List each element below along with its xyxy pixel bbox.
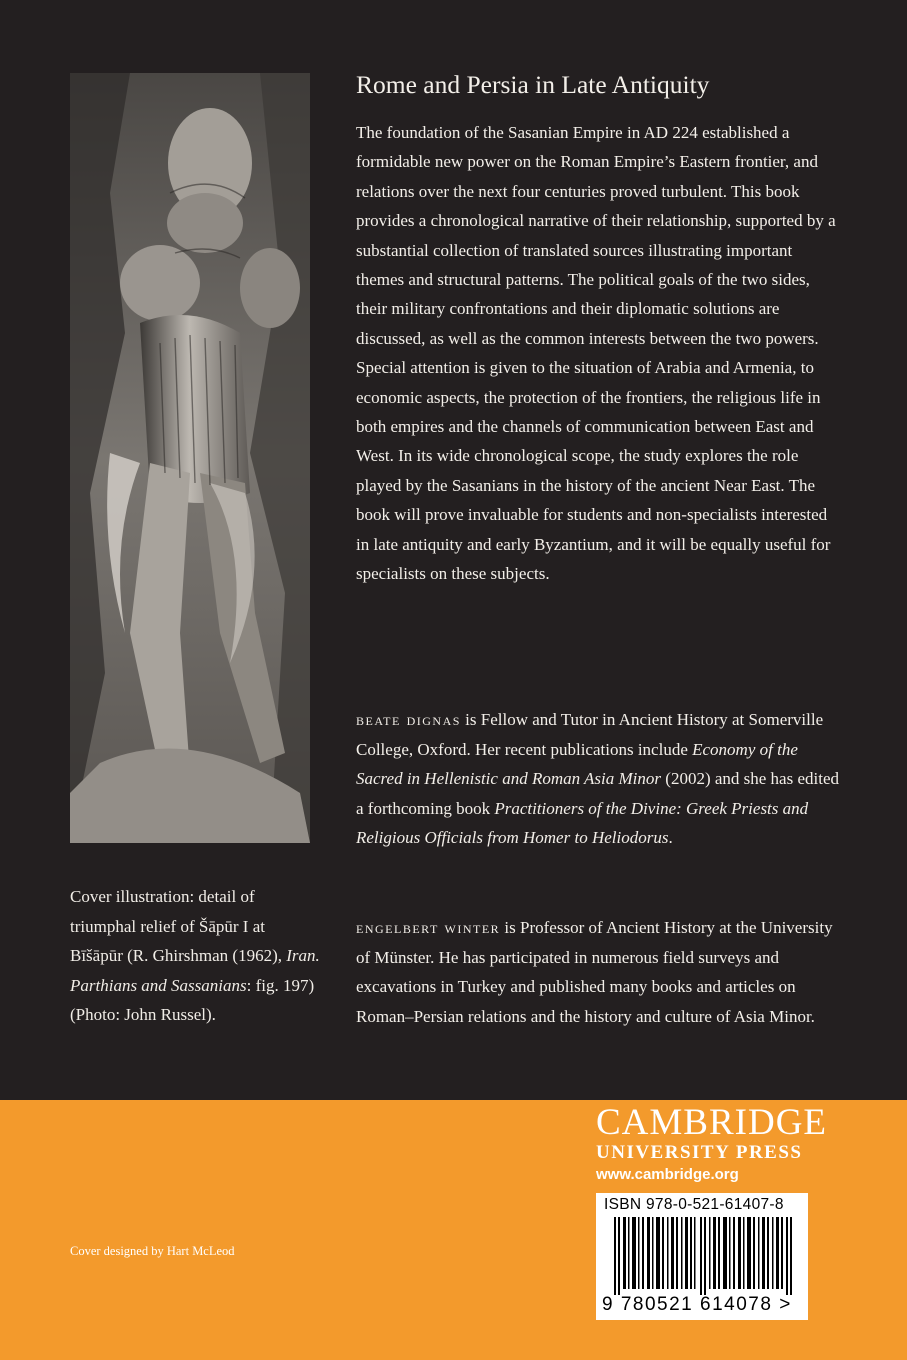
ean-number: 9 780521 614078 > bbox=[602, 1294, 792, 1315]
cover-designer-credit: Cover designed by Hart McLeod bbox=[70, 1244, 235, 1258]
isbn-barcode bbox=[596, 1193, 808, 1320]
relief-photograph bbox=[70, 73, 310, 843]
barcode-bars bbox=[614, 1217, 794, 1295]
book-description bbox=[356, 118, 844, 589]
publisher-name: CAMBRIDGE bbox=[596, 1102, 828, 1143]
author-name: engelbert winter bbox=[356, 918, 501, 937]
isbn-label: ISBN 978-0-521-61407-8 bbox=[604, 1196, 784, 1213]
author-bio-winter: engelbert winter is Professor of Ancient History at the University of Münster. He has participated in numerous field surveys and excavations in Turkey and published many books and articles on Roman–Persian relations and the history and culture of Asia Minor. bbox=[356, 918, 833, 1026]
publication-title: Economy of the Sacred in Hellenistic and Roman Asia Minor bbox=[356, 739, 798, 788]
author-name: beate dignas bbox=[356, 710, 461, 729]
author-bio-dignas: beate dignas is Fellow and Tutor in Ancient History at Somerville College, Oxford. Her recent publications include Economy of the Sacred in Hellenistic and Roman Asia Minor (2002) and she has edited a forthcoming book Practitioners of the Divine: Greek Priests and Religious Officials from Homer to Heliodorus. bbox=[356, 710, 840, 847]
publication-title: Practitioners of the Divine: Greek Priests and Religious Officials from Homer to Heliodorus bbox=[356, 798, 809, 847]
publisher-press: UNIVERSITY PRESS bbox=[596, 1142, 803, 1163]
publisher-url: www.cambridge.org bbox=[596, 1166, 739, 1183]
description-text: The foundation of the Sasanian Empire in AD 224 established a formidable new power on the Roman Empire’s Eastern frontier, and relations over the next four centuries proved turbulent. This book provides a chronological narrative of their relationship, supported by a substantial collection of translated sources illustrating important themes and structural patterns. The political goals of the two sides, their military confrontations and their diplomatic solutions are discussed, as well as the common interests between the two powers. Special attention is given to the situation of Arabia and Armenia, to economic aspects, the protection of the frontiers, the religious life in both empires and the channels of communication between East and West. In its wide chronological scope, the study explores the role played by the Sasanians in the history of the ancient Near East. The book will prove invaluable for students and non-specialists interested in late antiquity and early Byzantium, and it will be equally useful for specialists on these subjects. bbox=[356, 123, 836, 584]
book-title: Rome and Persia in Late Antiquity bbox=[356, 70, 710, 99]
cover-illustration-caption: Cover illustration: detail of triumphal relief of Šāpūr I at Bīšāpūr (R. Ghirshman (1962), Iran. Parthians and Sassanians: fig. 197) (Photo: John Russel). bbox=[70, 887, 320, 1024]
publisher-logo bbox=[596, 1104, 836, 1186]
caption-source-title: Iran. Parthians and Sassanians bbox=[70, 946, 320, 995]
